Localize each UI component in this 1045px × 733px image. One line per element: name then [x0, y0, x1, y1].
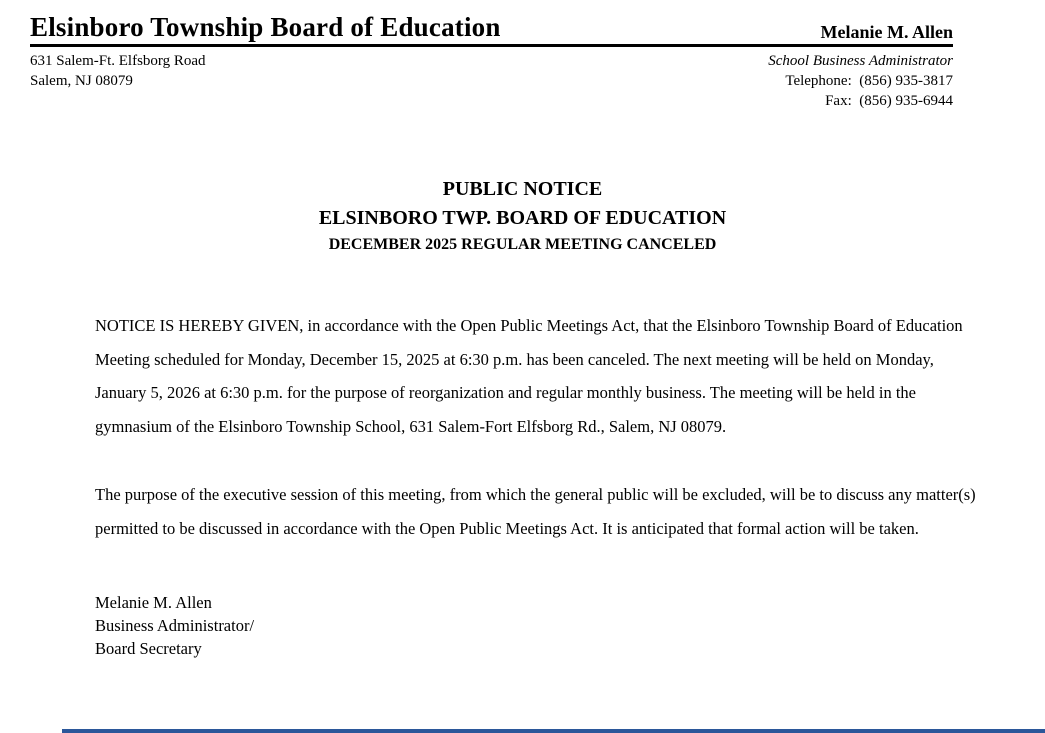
telephone-line: Telephone: (856) 935-3817: [785, 73, 953, 89]
signature-block: [95, 591, 983, 660]
notice-title-block: [0, 175, 1045, 257]
org-name: Elsinboro Township Board of Education: [30, 12, 501, 42]
bottom-blue-bar: [62, 729, 1045, 733]
notice-title-line-3: DECEMBER 2025 REGULAR MEETING CANCELED: [328, 236, 717, 253]
address-block: [30, 51, 206, 91]
notice-title-line-1: PUBLIC NOTICE: [442, 178, 603, 200]
notice-paragraph-2: The purpose of the executive session of this meeting, from which the general public will be excluded, will be to discuss any matter(s) permitted to be discussed in accordance with the Open Public Meetings Act. It is anticipated that formal action will be taken.: [95, 485, 976, 538]
signature-title-line-1: Business Administrator/: [95, 616, 255, 635]
address-line-2: Salem, NJ 08079: [30, 73, 133, 89]
contact-title: School Business Administrator: [768, 53, 953, 69]
letterhead-rule-row: [30, 12, 953, 47]
notice-body: [95, 309, 983, 545]
letterhead: [0, 0, 1045, 111]
contact-name: Melanie M. Allen: [820, 22, 953, 42]
signature-name: Melanie M. Allen: [95, 593, 212, 612]
fax-line: Fax: (856) 935-6944: [825, 93, 953, 109]
letterhead-details: [30, 47, 953, 111]
contact-block: [768, 51, 953, 111]
notice-title-line-2: ELSINBORO TWP. BOARD OF EDUCATION: [318, 207, 727, 229]
address-line-1: 631 Salem-Ft. Elfsborg Road: [30, 53, 206, 69]
notice-paragraph-1: NOTICE IS HEREBY GIVEN, in accordance with the Open Public Meetings Act, that the Elsinboro Township Board of Education Meeting scheduled for Monday, December 15, 2025 at 6:30 p.m. has been canceled. The next meeting will be held on Monday, January 5, 2026 at 6:30 p.m. for the purpose of reorganization and regular monthly business. The meeting will be held in the gymnasium of the Elsinboro Township School, 631 Salem-Fort Elfsborg Rd., Salem, NJ 08079.: [95, 316, 963, 436]
signature-title-line-2: Board Secretary: [95, 639, 202, 658]
